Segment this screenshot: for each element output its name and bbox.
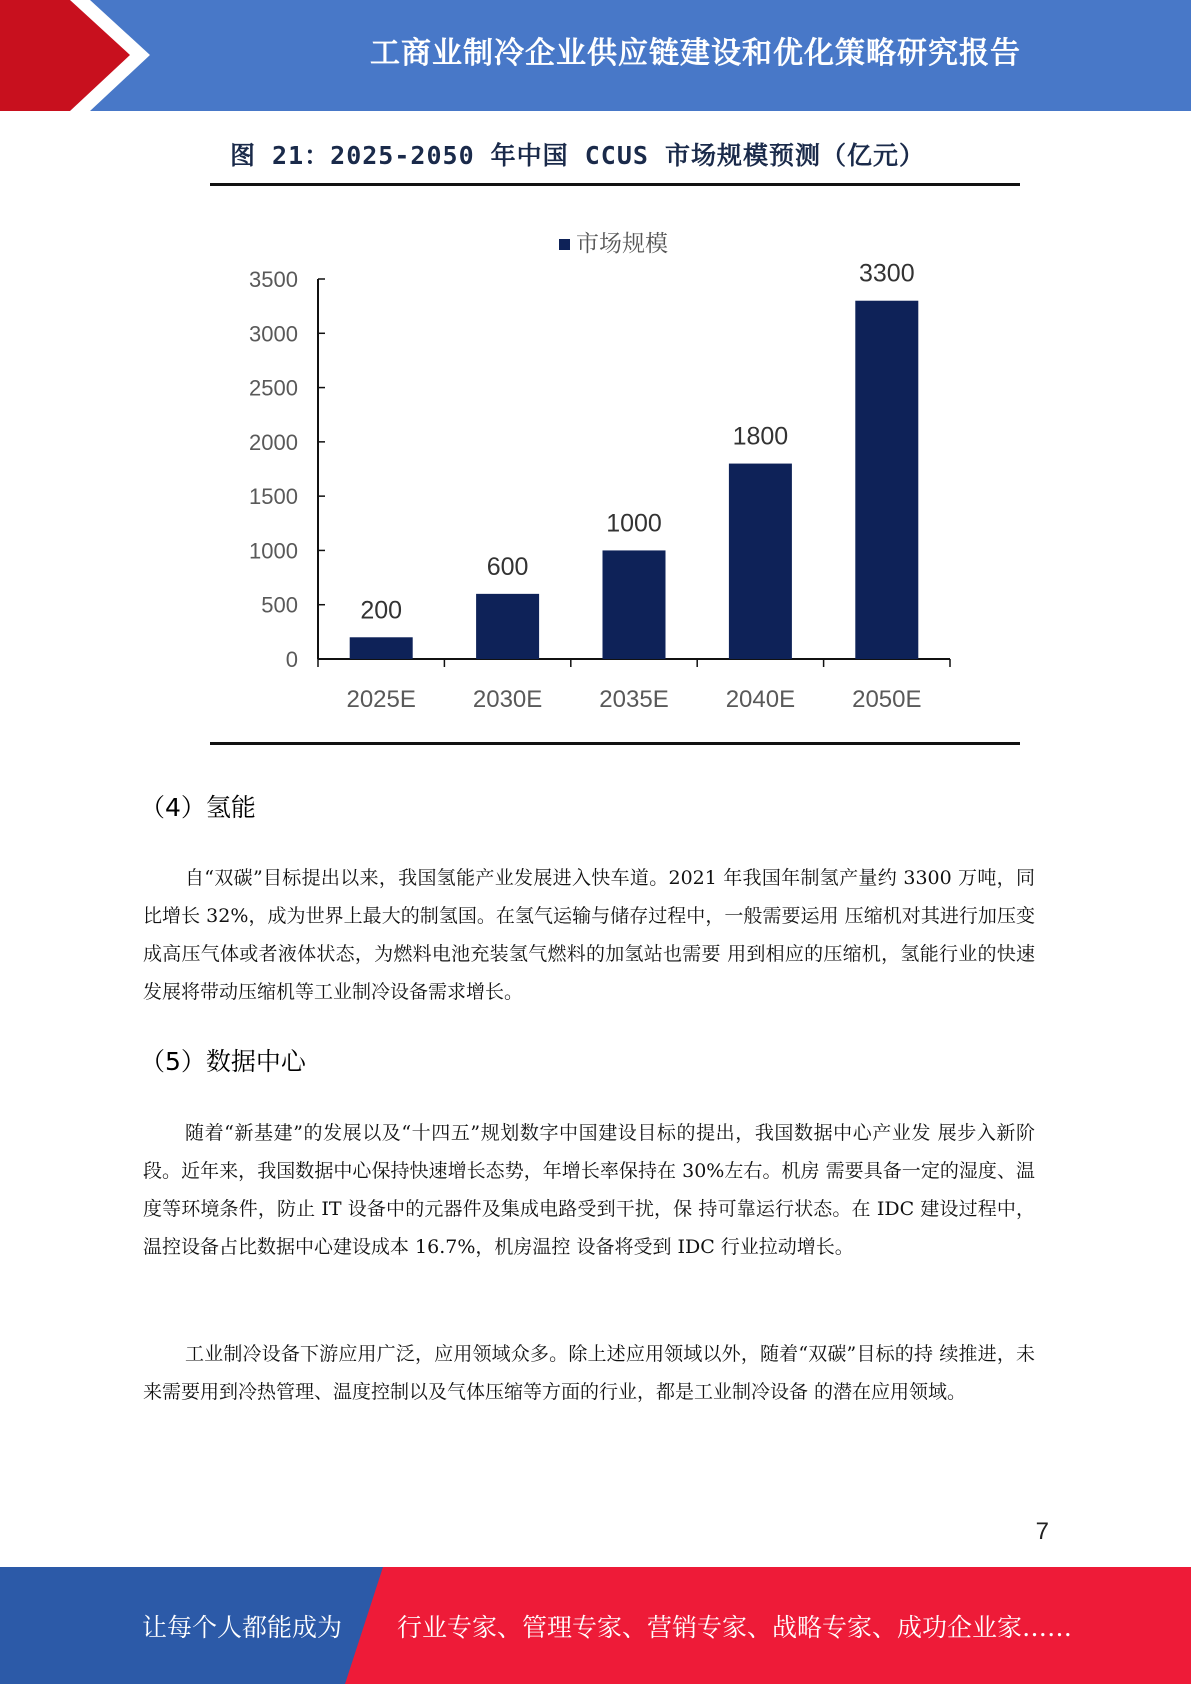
bar <box>350 637 413 659</box>
paragraph-hydrogen: 自“双碳”目标提出以来，我国氢能产业发展进入快车道。2021 年我国年制氢产量约 3300 万吨，同比增长 32%，成为世界上最大的制氢国。在氢气运输与储存过程中，一般需要运用 压缩机对其进行加压变成高压气体或者液体状态，为燃料电池充装氢气燃料的加氢站也需要 用到相应的压缩机，氢能行业的快速发展将带动压缩机等工业制冷设备需求增长。 <box>143 867 1035 1003</box>
y-tick-label: 2500 <box>249 375 298 401</box>
page-number: 7 <box>1035 1518 1049 1545</box>
bar-chart-svg <box>210 215 1020 730</box>
bar <box>855 301 918 659</box>
y-tick-label: 1500 <box>249 484 298 510</box>
page-header <box>0 0 1191 111</box>
y-tick-label: 500 <box>261 592 298 618</box>
bar <box>476 594 539 659</box>
data-label: 3300 <box>858 259 915 288</box>
paragraph-applications: 工业制冷设备下游应用广泛，应用领域众多。除上述应用领域以外，随着“双碳”目标的持 续推进，未来需要用到冷热管理、温度控制以及气体压缩等方面的行业，都是工业制冷设备 的潜在应用领域。 <box>143 1343 1035 1403</box>
data-label: 600 <box>486 552 529 581</box>
y-tick-label: 0 <box>285 647 298 672</box>
x-tick-label: 2025E <box>346 686 416 713</box>
data-label: 1000 <box>606 509 662 538</box>
report-title: 工商业制冷企业供应链建设和优化策略研究报告 <box>370 36 1021 71</box>
x-tick-label: 2030E <box>472 686 543 713</box>
x-tick-label: 2050E <box>852 686 922 713</box>
legend-swatch <box>559 239 570 250</box>
x-tick-label: 2035E <box>599 686 669 713</box>
data-label: 1800 <box>732 422 789 451</box>
y-tick-label: 2000 <box>249 429 298 455</box>
section-heading-hydrogen: （4）氢能 <box>140 793 256 822</box>
data-label: 200 <box>360 596 403 625</box>
paragraph-data-center: 随着“新基建”的发展以及“十四五”规划数字中国建设目标的提出，我国数据中心产业发 展步入新阶段。近年来，我国数据中心保持快速增长态势，年增长率保持在 30%左右。机房 需要具备一定的湿度、温度等环境条件，防止 IT 设备中的元器件及集成电路受到干扰，保 持可靠运行状态。在 IDC 建设过程中，温控设备占比数据中心建设成本 16.7%，机房温控 设备将受到 IDC 行业拉动增长。 <box>143 1122 1035 1258</box>
figure-bottom-rule <box>210 742 1020 745</box>
y-tick-label: 3500 <box>249 267 298 292</box>
footer-slogan-right: 行业专家、管理专家、营销专家、战略专家、成功企业家…… <box>397 1612 1073 1642</box>
legend-label: 市场规模 <box>576 230 668 256</box>
figure-title: 图 21：2025-2050 年中国 CCUS 市场规模预测（亿元） <box>230 141 925 170</box>
bar <box>729 464 792 659</box>
bar-chart <box>210 215 1020 730</box>
page-footer <box>0 1567 1191 1684</box>
section-heading-data-center: （5）数据中心 <box>140 1047 306 1076</box>
footer-slogan-left: 让每个人都能成为 <box>142 1612 343 1642</box>
x-tick-label: 2040E <box>725 686 796 713</box>
y-tick-label: 1000 <box>249 538 298 564</box>
bar <box>603 550 666 659</box>
y-tick-label: 3000 <box>249 321 298 347</box>
figure-top-rule <box>210 183 1020 186</box>
